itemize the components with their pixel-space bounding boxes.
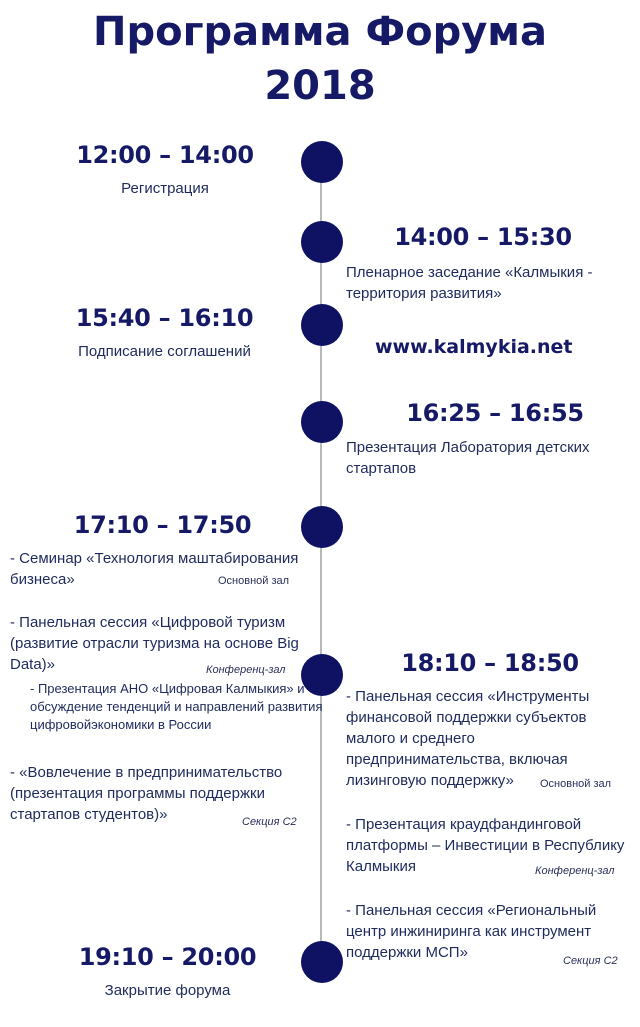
session-venue: Основной зал: [218, 575, 290, 587]
session-venue: Конференц-зал: [206, 664, 286, 676]
event-description: Презентация Лаборатория детских стартапов: [346, 439, 590, 477]
session-venue: Основной зал: [540, 778, 612, 790]
title-line-1: Программа Форума: [93, 9, 547, 55]
event-time: 17:10 – 17:50: [73, 511, 252, 539]
session-item: - Презентация краудфандинговой платформы – Инвестиции в Республику Калмыкия: [346, 816, 625, 875]
timeline-dot: [301, 221, 343, 263]
event-time: 19:10 – 20:00: [78, 943, 257, 971]
timeline-dot: [301, 401, 343, 443]
session-venue: Конференц-зал: [535, 865, 615, 877]
event-description: Подписание соглашений: [78, 343, 251, 360]
session-item: - «Вовлечение в предпринимательство (презентация программы поддержки стартапов студентов)»: [10, 764, 283, 823]
event-time: 15:40 – 16:10: [75, 304, 254, 332]
timeline-dot: [301, 941, 343, 983]
title-line-2: 2018: [264, 63, 376, 109]
session-item: - Панельная сессия «Цифровой туризм (развитие отрасли туризма на основе Big Data)»: [10, 614, 299, 673]
event-description: Регистрация: [121, 180, 209, 197]
timeline-line: [320, 160, 322, 960]
timeline-dot: [301, 141, 343, 183]
session-item: - Презентация АНО «Цифровая Калмыкия» и обсуждение тенденций и направлений развития цифровойэкономики в России: [30, 681, 323, 732]
event-description: Закрытие форума: [104, 982, 231, 999]
event-description: Пленарное заседание «Калмыкия - территория развития»: [346, 264, 593, 302]
event-time: 16:25 – 16:55: [406, 399, 584, 427]
website-link[interactable]: www.kalmykia.net: [375, 336, 573, 358]
session-item: - Панельная сессия «Региональный центр инжиниринга как инструмент поддержки МСП»: [346, 902, 597, 961]
event-time: 14:00 – 15:30: [394, 223, 572, 251]
session-venue: Секция С2: [242, 816, 297, 828]
event-time: 18:10 – 18:50: [401, 649, 579, 677]
session-item: - Семинар «Технология маштабирования бизнеса»: [10, 550, 299, 588]
session-venue: Секция С2: [563, 955, 618, 967]
session-item: - Панельная сессия «Инструменты финансовой поддержки субъектов малого и среднего предпринимательства, включая лизинговую поддержку»: [346, 688, 590, 789]
timeline-dot: [301, 304, 343, 346]
timeline-dot: [301, 506, 343, 548]
event-time: 12:00 – 14:00: [76, 141, 254, 169]
